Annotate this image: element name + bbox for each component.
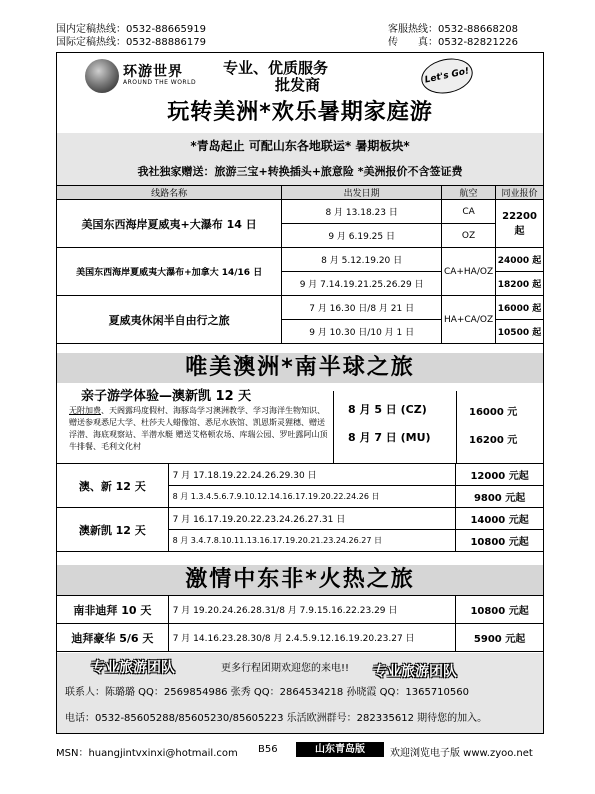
departure-dates: 8 月 1.3.4.5.6.7.9.10.12.14.16.17.19.20.22.24.26 日 (168, 486, 456, 508)
departure-dates: 9 月 6.19.25 日 (282, 224, 442, 248)
route-name: 美国东西海岸夏威夷+大瀑布 14 日 (57, 200, 282, 248)
airline: OZ (442, 224, 496, 248)
airline: CA (442, 200, 496, 224)
family-price-2: 16200 元 (469, 435, 518, 446)
route-name: 澳、新 12 天 (57, 464, 169, 508)
departure-dates: 7 月 14.16.23.28.30/8 月 2.4.5.9.12.16.19.20.23.27 日 (168, 624, 455, 652)
airline: (MU) (400, 431, 431, 444)
route-price: 24000 起 (496, 248, 544, 272)
family-price-1: 16000 元 (469, 407, 518, 418)
route-price: 12000 元起 (456, 464, 544, 486)
route-price: 10800 元起 (456, 596, 544, 624)
airline: CA+HA/OZ (442, 248, 496, 296)
airline: (CZ) (400, 403, 427, 416)
departure-dates: 8 月 13.18.23 日 (282, 200, 442, 224)
departure-dates: 9 月 7.14.19.21.25.26.29 日 (282, 272, 442, 296)
airline: HA+CA/OZ (442, 296, 496, 344)
middle-east-table (56, 595, 544, 652)
date: 8 月 5 日 (348, 403, 397, 416)
section-title-australia: 唯美澳洲*南半球之旅 (57, 353, 543, 383)
family-tour-title: 亲子游学体验—澳新凯 12 天 (81, 389, 252, 404)
page-number: B56 (258, 744, 278, 755)
domestic-hotline: 国内定稿热线：0532-88665919 (56, 24, 206, 35)
brand-subtitle: AROUND THE WORLD (123, 79, 197, 86)
family-tour-box (57, 383, 543, 463)
table-row (57, 596, 544, 624)
family-tour-details: 、天阁露玛度假村、海豚岛学习澳洲教学、学习海洋生物知识、赠送参观悉尼大学、杜莎夫人蜡像馆、悉尼水族馆、凯恩斯灵狸穗、赠送浮潜、海底观察站、半潜水艇 赠送艾格顿农场、库瑞公园、罗吐露阿山顶牛排餐、毛利文化村 (69, 406, 328, 451)
family-date-1 (348, 401, 427, 417)
edition-ribbon: 山东青岛版 (296, 742, 384, 757)
route-price: 18200 起 (496, 272, 544, 296)
subhead-gifts: 我社独家赠送：旅游三宝+转换插头+旅意险 *美洲报价不含签证费 (57, 159, 543, 185)
brand-name: 环游世界 (123, 64, 183, 80)
departure-dates: 7 月 16.30 日/8 月 21 日 (282, 296, 442, 320)
pro-team-label-left: 专业旅游团队 (91, 660, 175, 676)
service-hotlines (388, 23, 518, 49)
route-name: 夏威夷休闲半自由行之旅 (57, 296, 282, 344)
fax-number: 传 真：0532-82821226 (388, 37, 518, 48)
slogan-wholesaler: 批发商 (275, 76, 321, 94)
america-table (56, 185, 544, 344)
table-row (57, 464, 544, 486)
header-airline: 航空 (442, 186, 496, 200)
lets-go-badge: Let's Go! (418, 54, 476, 98)
departure-dates: 7 月 19.20.24.26.28.31/8 月 7.9.15.16.22.23.29 日 (168, 596, 455, 624)
subhead-departure: *青岛起止 可配山东各地联运* 暑期板块* (57, 133, 543, 159)
table-header-row (57, 186, 544, 200)
route-name: 美国东西海岸夏威夷大瀑布+加拿大 14/16 日 (57, 248, 282, 296)
table-row (57, 624, 544, 652)
brand-header (57, 53, 543, 135)
departure-dates: 8 月 5.12.19.20 日 (282, 248, 442, 272)
international-hotline: 国际定稿热线：0532-88886179 (56, 37, 206, 48)
departure-dates: 9 月 10.30 日/10 月 1 日 (282, 320, 442, 344)
date: 8 月 7 日 (348, 431, 397, 444)
route-price: 5900 元起 (456, 624, 544, 652)
headline: 玩转美洲*欢乐暑期家庭游 (167, 100, 433, 125)
family-tour-dates (333, 391, 457, 463)
contact-footer (57, 653, 543, 733)
header-dates: 出发日期 (282, 186, 442, 200)
table-row (57, 508, 544, 530)
route-price: 10500 起 (496, 320, 544, 344)
departure-dates: 8 月 3.4.7.8.10.11.13.16.17.19.20.21.23.24.26.27 日 (168, 530, 456, 552)
australia-table (56, 463, 544, 552)
contact-persons: 联系人：陈璐璐 QQ：2569854986 张秀 QQ：2864534218 孙晓霞 QQ：1365710560 (65, 687, 469, 698)
route-name: 澳新凯 12 天 (57, 508, 169, 552)
route-price: 14000 元起 (456, 508, 544, 530)
globe-logo-icon (85, 59, 119, 93)
route-price: 9800 元起 (456, 486, 544, 508)
slogan: 专业、优质服务 (223, 59, 329, 77)
no-extra-fee: 无附加费 (69, 406, 101, 415)
section-title-middle-east: 激情中东非*火热之旅 (57, 565, 543, 595)
route-price: 22200 起 (496, 200, 544, 248)
route-name: 南非迪拜 10 天 (57, 596, 169, 624)
departure-dates: 7 月 17.18.19.22.24.26.29.30 日 (168, 464, 456, 486)
msn-contact: MSN：huangjintvxinxi@hotmail.com (56, 748, 238, 759)
website-link[interactable]: 欢迎浏览电子版 www.zyoo.net (390, 748, 533, 759)
advert-frame (56, 52, 544, 734)
more-info-text: 更多行程团期欢迎您的来电!! (221, 663, 350, 674)
contact-phones: 电话：0532-85605288/85605230/85605223 乐活欧洲群号：282335612 期待您的加入。 (65, 713, 488, 724)
route-price: 10800 元起 (456, 530, 544, 552)
domestic-hotlines (56, 23, 206, 49)
departure-dates: 7 月 16.17.19.20.22.23.24.26.27.31 日 (168, 508, 456, 530)
family-date-2 (348, 429, 431, 445)
route-name: 迪拜豪华 5/6 天 (57, 624, 169, 652)
header-route: 线路名称 (57, 186, 282, 200)
table-row (57, 296, 544, 320)
pro-team-label-right: 专业旅游团队 (373, 664, 457, 680)
family-tour-description (69, 405, 331, 453)
header-price: 同业报价 (496, 186, 544, 200)
table-row (57, 248, 544, 272)
table-row (57, 200, 544, 224)
service-hotline: 客服热线：0532-88668208 (388, 24, 518, 35)
route-price: 16000 起 (496, 296, 544, 320)
